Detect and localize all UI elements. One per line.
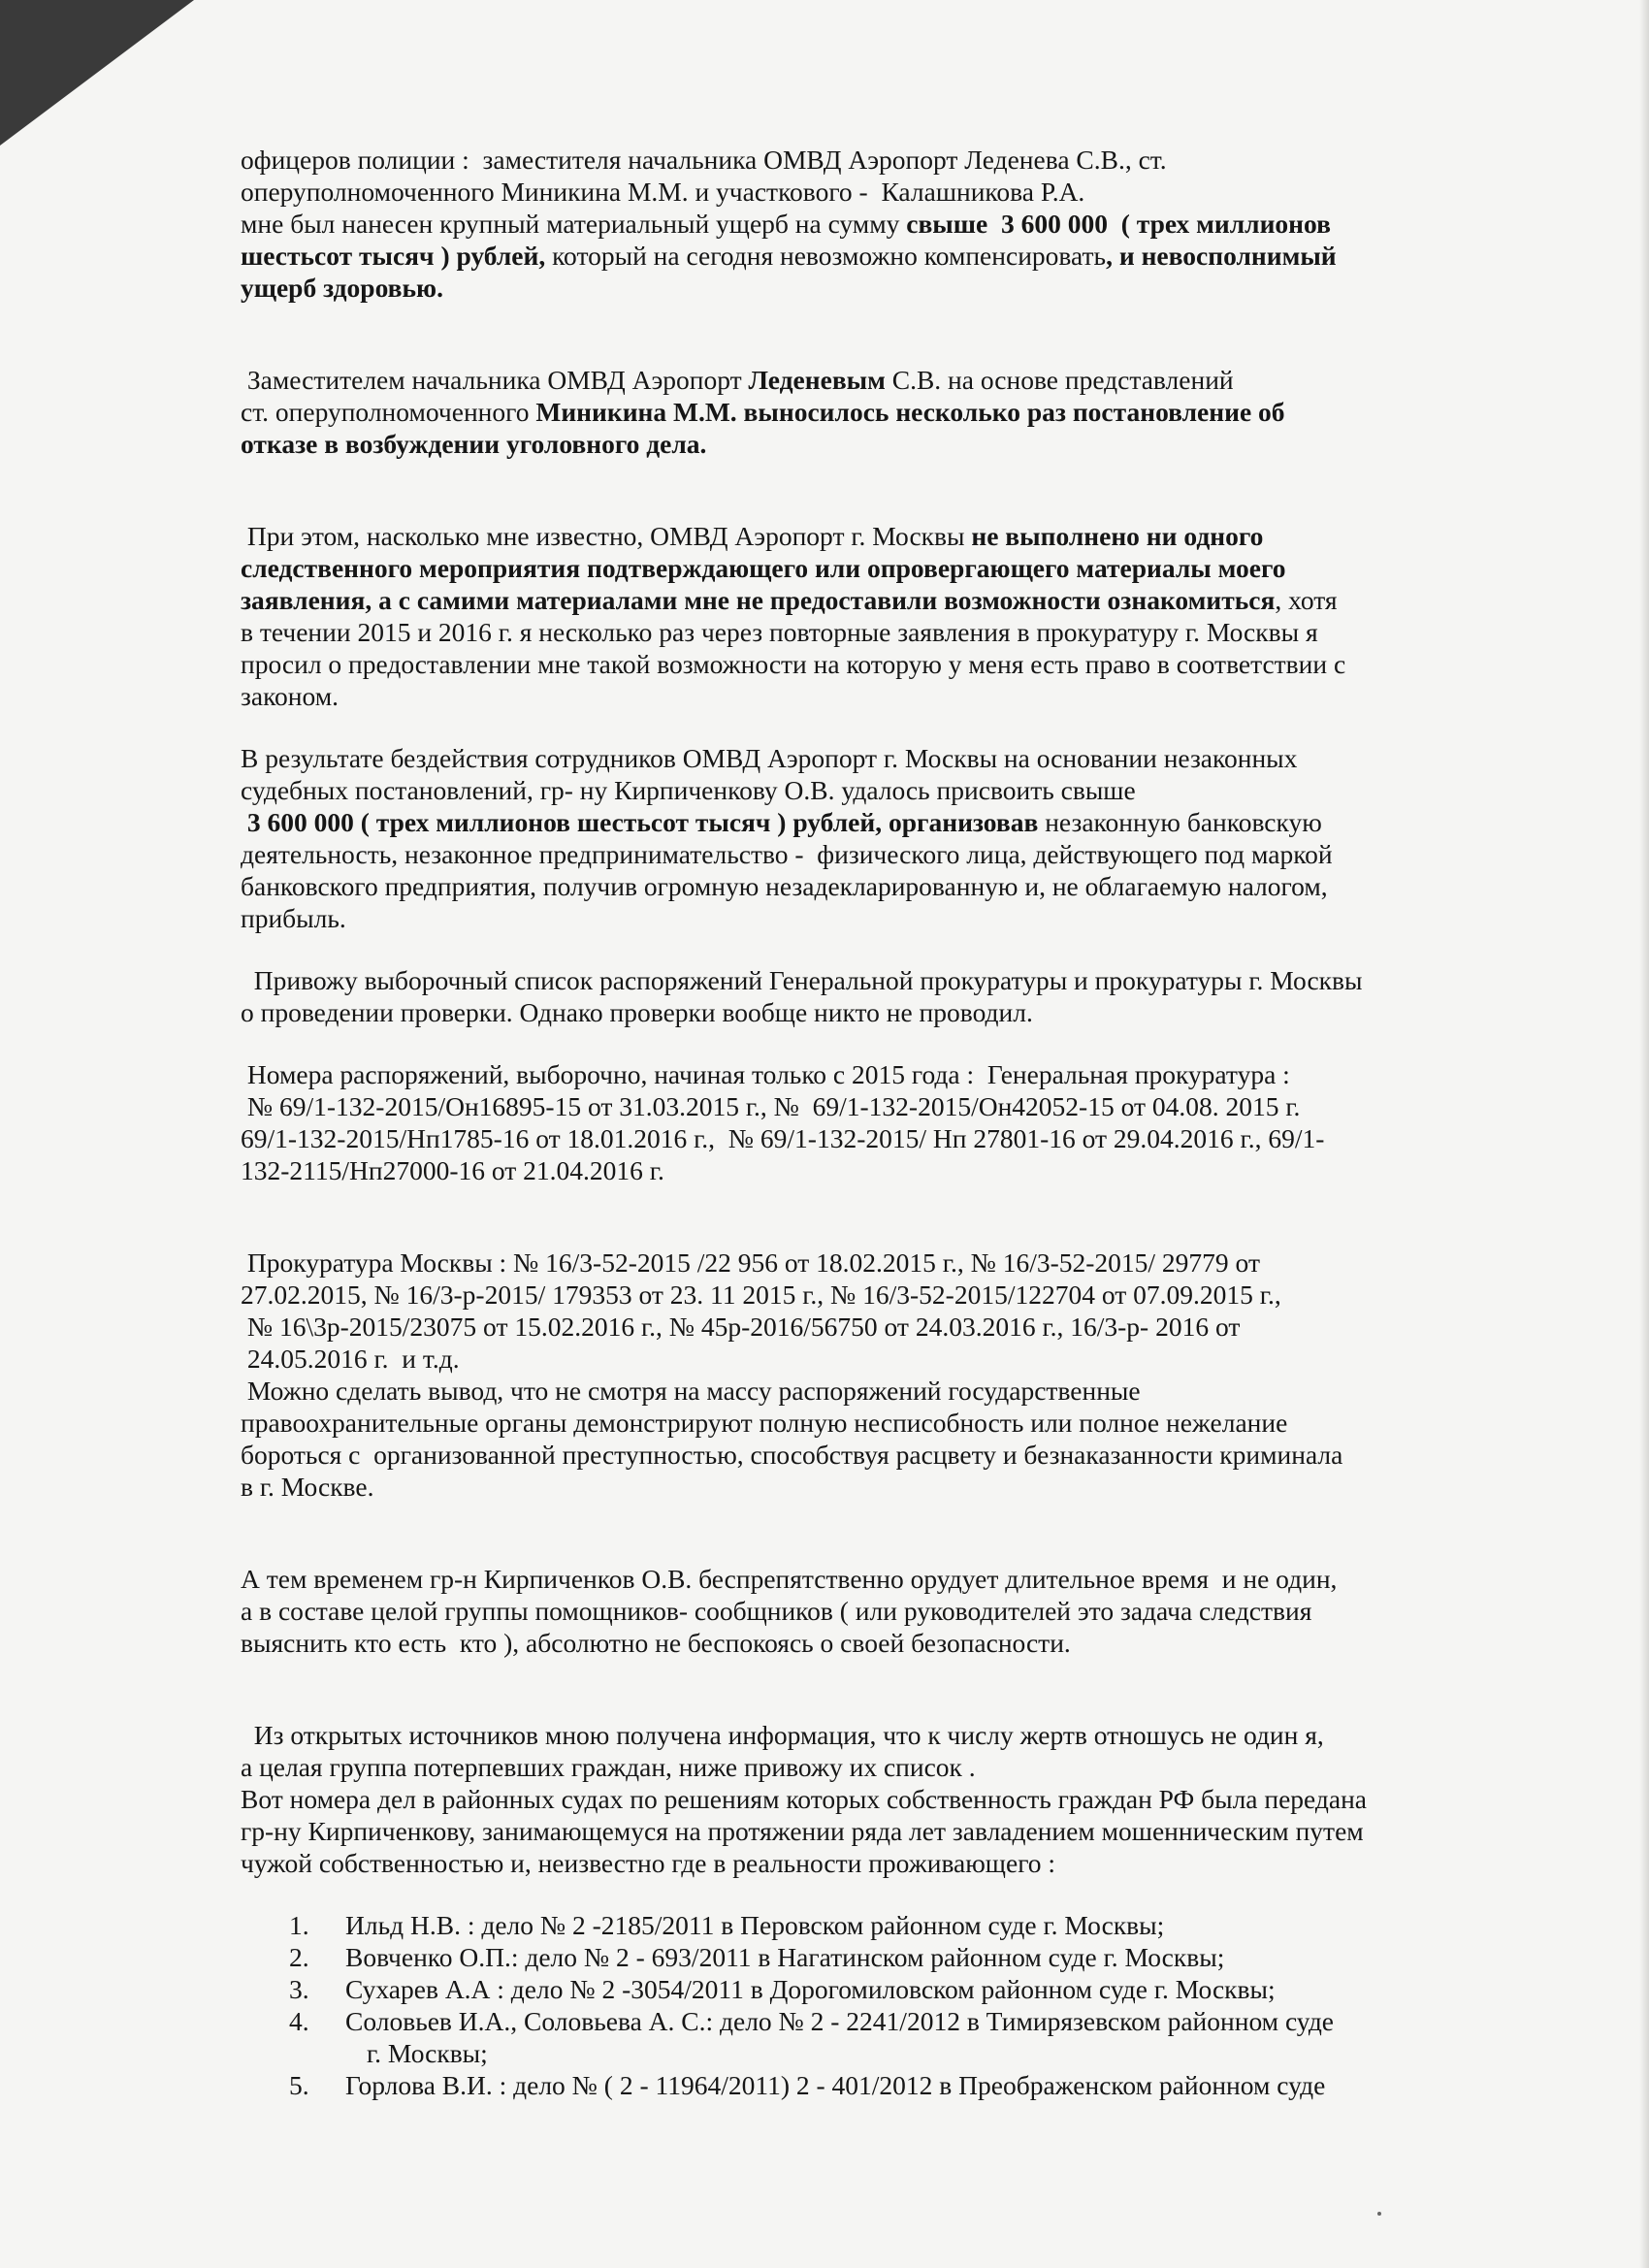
paragraph	[241, 520, 1521, 712]
case-text: Горлова В.И. : дело № ( 2 - 11964/2011) 2 - 401/2012 в Преображенском районном суде	[345, 2070, 1326, 2100]
paragraph	[241, 1247, 1521, 1503]
list-item	[241, 1909, 1521, 1941]
scan-edge-shadow	[1639, 0, 1649, 2268]
paragraph-spacer	[241, 304, 1521, 364]
case-text: Вовченко О.П.: дело № 2 - 693/2011 в Нагатинском районном суде г. Москвы;	[345, 1942, 1225, 1972]
document-body	[241, 144, 1521, 1909]
scan-corner-fold	[0, 0, 194, 146]
list-number: 2.	[289, 1942, 309, 1972]
text-run: , хотя в течении 2015 и 2016 г. я несколько раз через повторные заявления в прокуратуру г. Москвы я просил о предоставлении мне такой возможности на которую у меня есть право в соответствии с законом.	[241, 585, 1346, 711]
text-run: офицеров полиции : заместителя начальника ОМВД Аэропорт Леденева С.В., ст. оперуполномоченного Миникина М.М. и участкового - Калашникова Р.А. мне был нанесен крупный материальный ущерб на сумму	[241, 145, 1167, 239]
paragraph-spacer	[241, 1659, 1521, 1719]
scan-speck	[1377, 2212, 1381, 2216]
case-text-continuation: г. Москвы;	[367, 2038, 488, 2068]
paragraph-spacer	[241, 1879, 1521, 1909]
court-cases-list	[241, 1909, 1521, 2101]
bold-text: Миникина М.М. выносилось несколько раз постановление об отказе в возбуждении уголовного дела.	[241, 397, 1285, 459]
bold-text: 3 600 000 ( трех миллионов шестьсот тысяч ) рублей, организовав	[246, 807, 1039, 837]
case-text: Ильд Н.В. : дело № 2 -2185/2011 в Перовском районном суде г. Москвы;	[345, 1910, 1165, 1940]
text-run: А тем временем гр-н Кирпиченков О.В. беспрепятственно орудует длительное время и не один, а в составе целой группы помощников- сообщников ( или руководителей это задача следствия выяснить кто есть кто ), абсолютно не беспокоясь о своей безопасности.	[241, 1564, 1338, 1658]
paragraph	[241, 742, 1521, 934]
list-number: 3.	[289, 1974, 309, 2004]
list-number: 4.	[289, 2006, 309, 2036]
list-item	[241, 2005, 1521, 2069]
paragraph	[241, 1563, 1521, 1659]
list-item	[241, 1941, 1521, 1973]
case-text: Соловьев И.А., Соловьева А. С.: дело № 2 - 2241/2012 в Тимирязевском районном суде	[345, 2006, 1335, 2036]
bold-text: свыше 3 600 000 ( трех миллионов шестьсот тысяч ) рублей,	[241, 209, 1331, 271]
text-run: Прокуратура Москвы : № 16/3-52-2015 /22 956 от 18.02.2015 г., № 16/3-52-2015/ 29779 от 27.02.2015, № 16/3-р-2015/ 179353 от 23. 11 2015 г., № 16/3-52-2015/122704 от 07.09.2015 г., № 16\3р-2015/23075 от 15.02.2016 г., № 45р-2016/56750 от 24.03.2016 г., 16/3-р- 2016 от 24.05.2016 г. и т.д. Можно сделать вывод, что не смотря на массу распоряжений государственные правоохранительные органы демонстрируют полную несписобность или полное нежелание бороться с организованной преступностью, способствуя расцвету и безнаказанности криминала в г. Москве.	[241, 1247, 1343, 1502]
paragraph-spacer	[241, 1028, 1521, 1058]
bold-text: Леденевым	[748, 365, 886, 395]
list-number: 5.	[289, 2070, 309, 2100]
text-run: С.В. на основе представлений ст. оперуполномоченного	[241, 365, 1234, 427]
paragraph	[241, 1719, 1521, 1879]
paragraph-spacer	[241, 1186, 1521, 1247]
paragraph-spacer	[241, 712, 1521, 742]
paragraph	[241, 964, 1521, 1028]
text-run: Номера распоряжений, выборочно, начиная только с 2015 года : Генеральная прокуратура : № 69/1-132-2015/Он16895-15 от 31.03.2015 г., № 69/1-132-2015/Он42052-15 от 04.08. 2015 г. 69/1-132-2015/Нп1785-16 от 18.01.2016 г., № 69/1-132-2015/ Нп 27801-16 от 29.04.2016 г., 69/1- 132-2115/Нп27000-16 от 21.04.2016 г.	[241, 1059, 1325, 1185]
list-item	[241, 2069, 1521, 2101]
list-item	[241, 1973, 1521, 2005]
bold-text: не выполнено ни одного следственного мероприятия подтверждающего или опровергающего материалы моего заявления, а с самими материалами мне не предоставили возможности ознакомиться	[241, 521, 1286, 615]
case-text: Сухарев А.А : дело № 2 -3054/2011 в Дорогомиловском районном суде г. Москвы;	[345, 1974, 1276, 2004]
text-run: Привожу выборочный список распоряжений Генеральной прокуратуры и прокуратуры г. Москвы о проведении проверки. Однако проверки вообще никто не проводил.	[241, 965, 1363, 1027]
text-run: При этом, насколько мне известно, ОМВД Аэропорт г. Москвы	[241, 521, 972, 551]
list-number: 1.	[289, 1910, 309, 1940]
text-run: Заместителем начальника ОМВД Аэропорт	[241, 365, 749, 395]
bold-text: , и невосполнимый ущерб здоровью.	[241, 241, 1337, 303]
document-page	[241, 144, 1521, 2101]
paragraph-spacer	[241, 460, 1521, 520]
text-run: Из открытых источников мною получена информация, что к числу жертв отношусь не один я, а целая группа потерпевших граждан, ниже привожу их список . Вот номера дел в районных судах по решениям которых собственность граждан РФ была передана гр-ну Кирпиченкову, занимающемуся на протяжении ряда лет завладением мошенническим путем чужой собственностью и, неизвестно где в реальности проживающего :	[241, 1720, 1368, 1878]
text-run: В результате бездействия сотрудников ОМВД Аэропорт г. Москвы на основании незаконных судебных постановлений, гр- ну Кирпиченкову О.В. удалось присвоить свыше	[241, 743, 1298, 805]
paragraph-spacer	[241, 1503, 1521, 1563]
paragraph	[241, 144, 1521, 304]
text-run: незаконную банковскую деятельность, незаконное предпринимательство - физического лица, действующего под маркой банковского предприятия, получив огромную незадекларированную и, не облагаемую налогом, прибыль.	[241, 807, 1333, 933]
paragraph-spacer	[241, 934, 1521, 964]
paragraph	[241, 1058, 1521, 1186]
paragraph	[241, 364, 1521, 460]
text-run: который на сегодня невозможно компенсировать	[545, 241, 1107, 271]
